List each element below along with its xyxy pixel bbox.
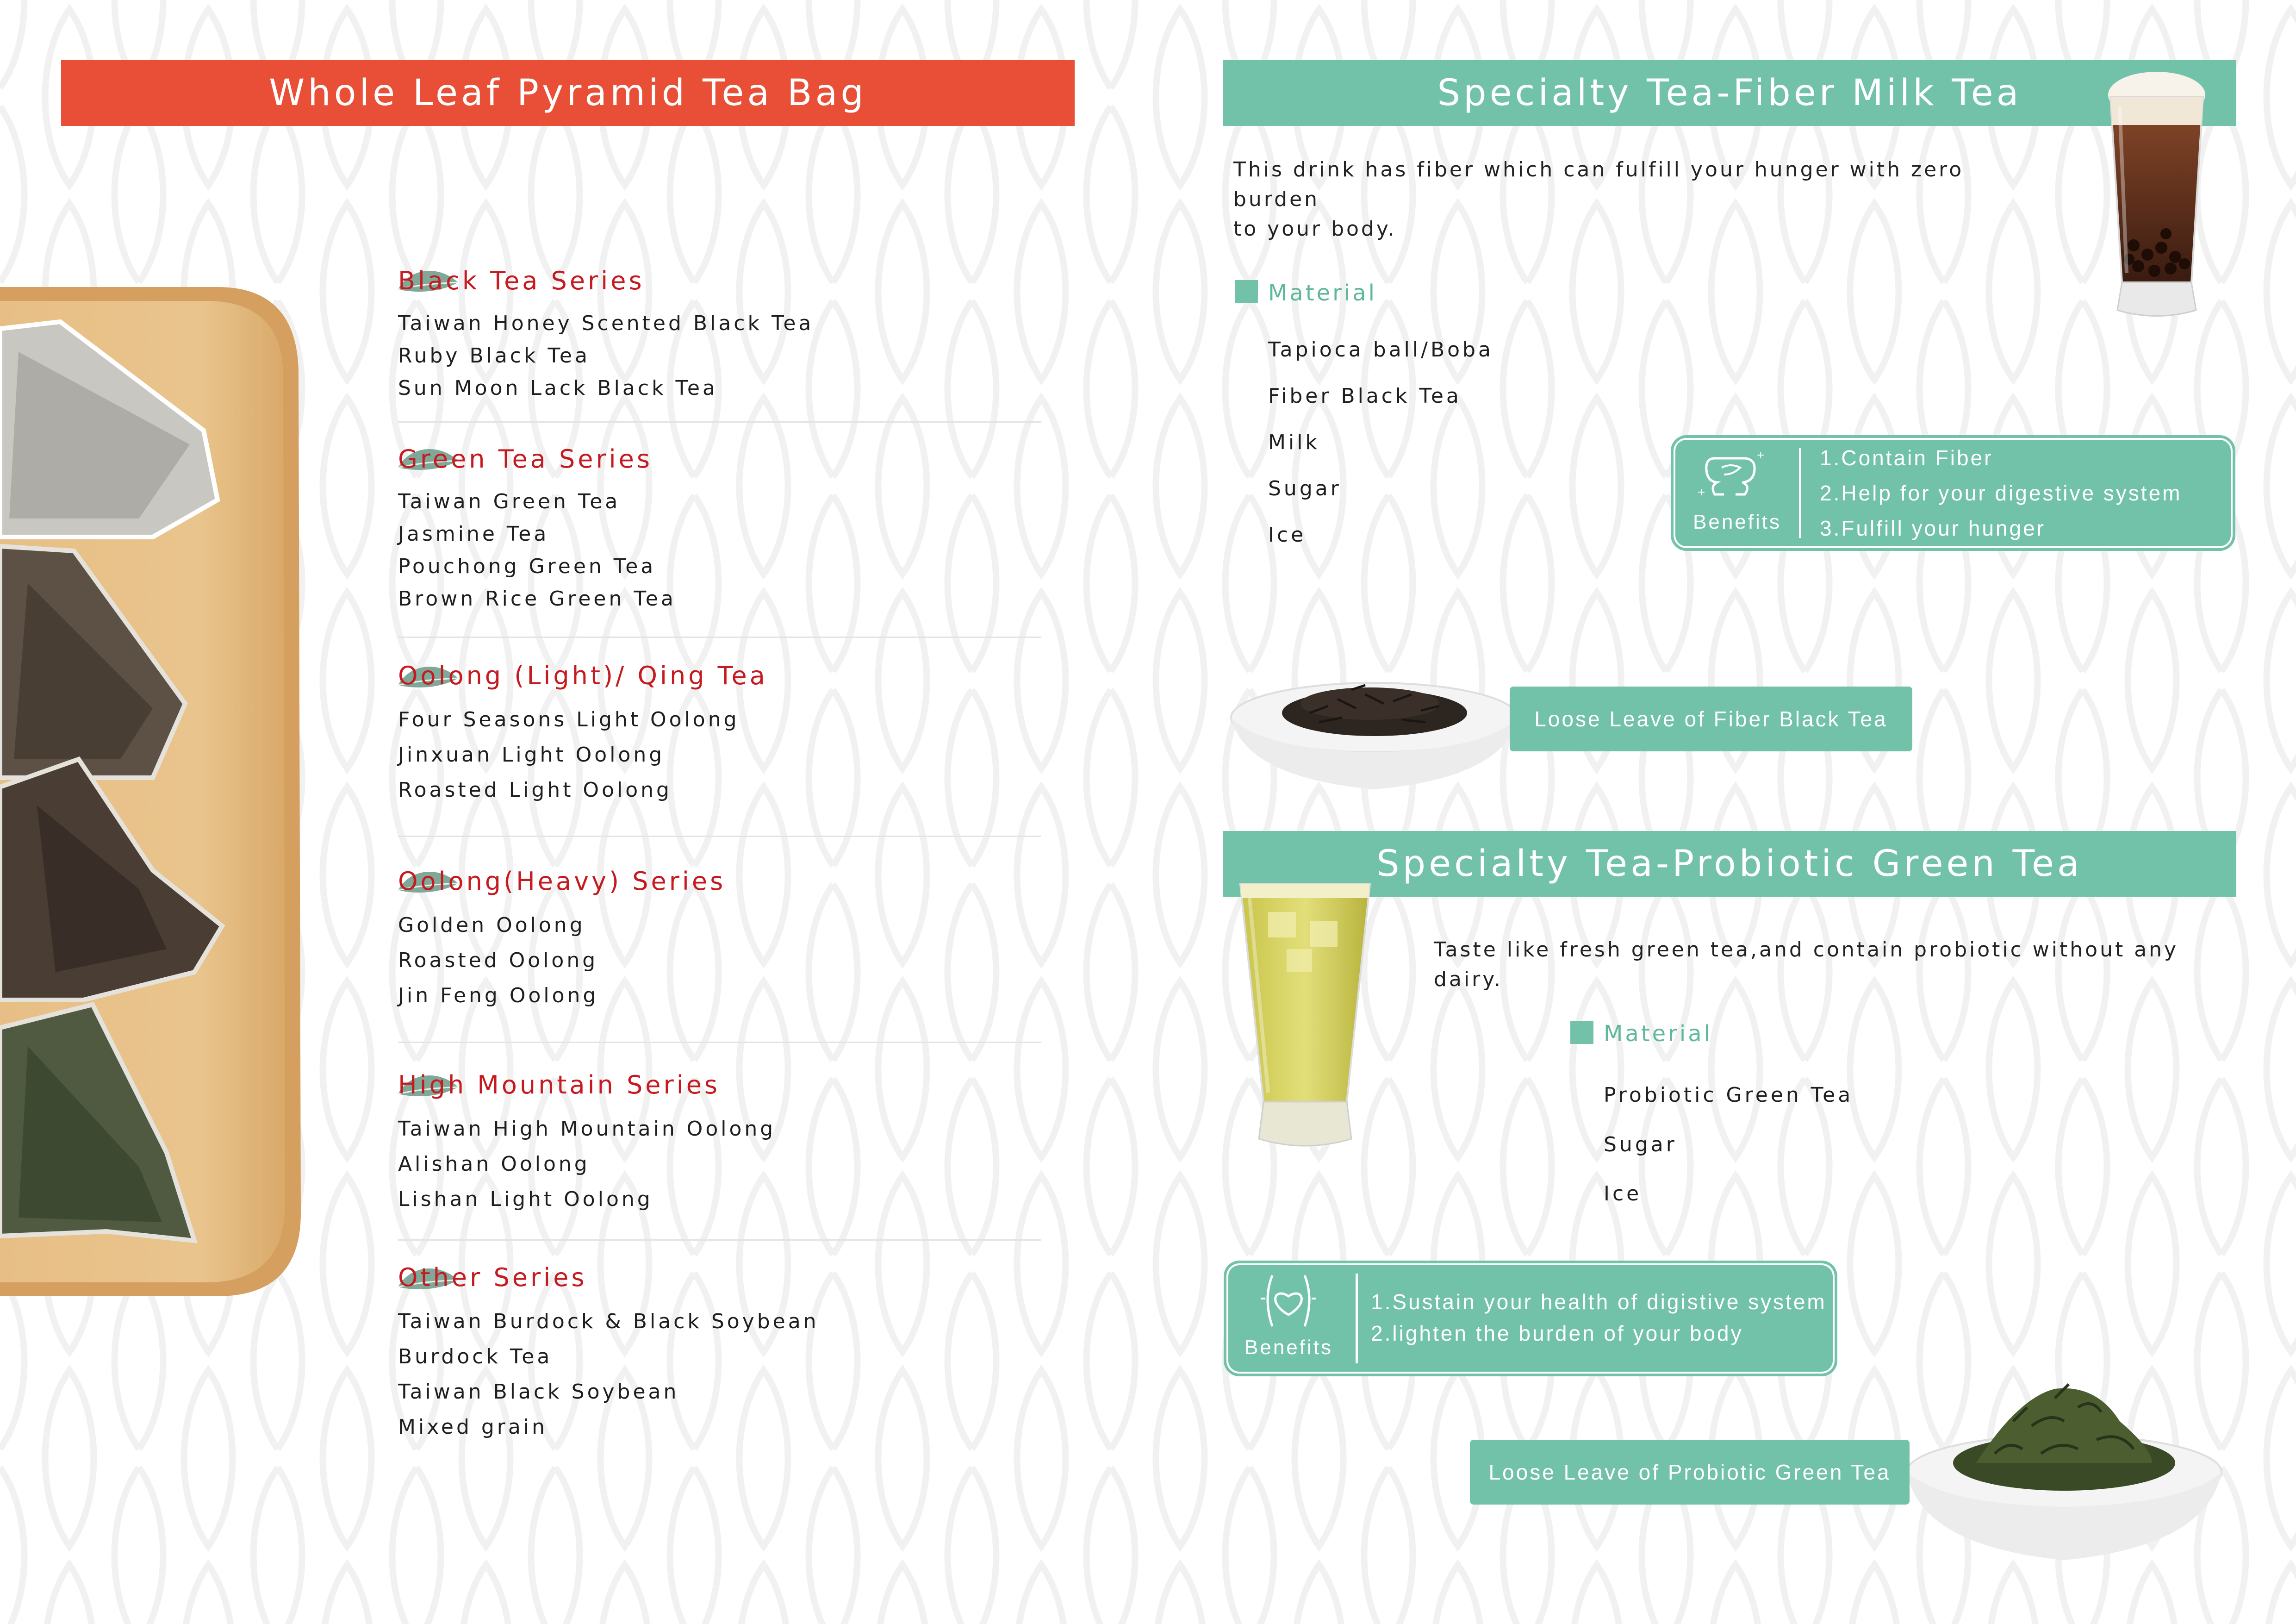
- fiber-description-line: This drink has fiber which can fulfill your hunger with zero burden: [1233, 158, 1964, 211]
- series-item: Lishan Light Oolong: [398, 1187, 653, 1211]
- series-item: Taiwan Black Soybean: [398, 1380, 679, 1404]
- series-item: Burdock Tea: [398, 1345, 553, 1368]
- benefit-line: 1.Sustain your health of digistive system: [1371, 1290, 1827, 1314]
- pyramid-tea-bag-banner: Whole Leaf Pyramid Tea Bag: [61, 60, 1075, 126]
- series-item: Roasted Light Oolong: [398, 778, 672, 802]
- series-black-tea: [398, 266, 1041, 405]
- series-item: Ruby Black Tea: [398, 344, 590, 368]
- square-bullet-icon: [1570, 1021, 1593, 1044]
- series-item: Jin Feng Oolong: [398, 984, 599, 1007]
- fiber-material-item: Fiber Black Tea: [1268, 384, 1462, 408]
- series-green-tea: [398, 444, 1041, 615]
- probiotic-loose-leaf-tag: Loose Leave of Probiotic Green Tea: [1470, 1440, 1910, 1505]
- fiber-material-heading: [1235, 280, 1377, 306]
- benefits-label: Benefits: [1244, 1336, 1333, 1359]
- benefits-separator: [1799, 448, 1801, 538]
- series-item: Taiwan Burdock & Black Soybean: [398, 1310, 819, 1333]
- fiber-milk-tea-glass-photo: [2092, 69, 2221, 333]
- series-title: High Mountain Series: [398, 1070, 721, 1099]
- fiber-description: [1233, 155, 2057, 244]
- series-item: Four Seasons Light Oolong: [398, 708, 740, 731]
- series-item: Sun Moon Lack Black Tea: [398, 376, 718, 400]
- series-item: Jinxuan Light Oolong: [398, 743, 665, 767]
- material-heading-label: Material: [1604, 1021, 1712, 1047]
- series-item: Mixed grain: [398, 1415, 548, 1439]
- fiber-black-tea-leaf-bowl-photo: [1226, 667, 1523, 796]
- probiotic-material-item: Sugar: [1604, 1133, 1677, 1156]
- fiber-material-item: Ice: [1268, 523, 1307, 547]
- fiber-benefits-box: [1671, 435, 2235, 551]
- benefit-line: 2.lighten the burden of your body: [1371, 1321, 1743, 1345]
- material-heading-label: Material: [1268, 280, 1377, 306]
- svg-text:+: +: [1697, 487, 1706, 498]
- tea-bag-tray-photo: [0, 278, 315, 1305]
- intestine-icon: [1696, 449, 1766, 500]
- fiber-milk-tea-banner: Specialty Tea-Fiber Milk Tea: [1223, 60, 2236, 126]
- series-item: Taiwan Honey Scented Black Tea: [398, 312, 814, 335]
- series-title: Green Tea Series: [398, 444, 653, 474]
- series-item: Jasmine Tea: [398, 522, 549, 546]
- fiber-material-item: Sugar: [1268, 477, 1342, 500]
- series-item: Brown Rice Green Tea: [398, 587, 676, 611]
- series-title: Oolong (Light)/ Qing Tea: [398, 661, 768, 690]
- svg-text:+: +: [1756, 450, 1765, 461]
- fiber-material-item: Milk: [1268, 431, 1320, 454]
- fiber-description-line: to your body.: [1233, 217, 1397, 241]
- series-item: Pouchong Green Tea: [398, 555, 656, 578]
- series-title: Oolong(Heavy) Series: [398, 867, 726, 896]
- series-high-mountain: [398, 1070, 1041, 1217]
- probiotic-green-tea-banner: Specialty Tea-Probiotic Green Tea: [1223, 831, 2236, 897]
- fiber-material-item: Tapioca ball/Boba: [1268, 338, 1493, 362]
- series-divider: [398, 637, 1041, 638]
- benefit-line: 1.Contain Fiber: [1820, 446, 1993, 470]
- probiotic-green-tea-leaf-bowl-photo: [1902, 1370, 2226, 1574]
- series-divider: [398, 1042, 1041, 1043]
- probiotic-description: Taste like fresh green tea,and contain probiotic without any dairy.: [1434, 938, 2179, 991]
- benefits-label: Benefits: [1693, 511, 1781, 533]
- series-item: Taiwan High Mountain Oolong: [398, 1117, 776, 1141]
- series-divider: [398, 421, 1041, 423]
- series-title: Other Series: [398, 1263, 587, 1292]
- series-item: Roasted Oolong: [398, 949, 598, 972]
- fiber-loose-leaf-tag: Loose Leave of Fiber Black Tea: [1510, 687, 1912, 751]
- series-divider: [398, 1239, 1041, 1241]
- series-item: Taiwan Green Tea: [398, 490, 621, 513]
- series-other: [398, 1263, 1041, 1445]
- probiotic-benefits-box: [1224, 1261, 1837, 1376]
- probiotic-material-item: Ice: [1604, 1182, 1642, 1206]
- digestive-body-icon: [1258, 1271, 1319, 1331]
- series-oolong-heavy: [398, 867, 1041, 1013]
- series-oolong-light: [398, 661, 1041, 808]
- series-divider: [398, 836, 1041, 837]
- probiotic-green-tea-glass-photo: [1236, 880, 1375, 1157]
- benefits-separator: [1356, 1274, 1358, 1363]
- series-item: Alishan Oolong: [398, 1152, 590, 1176]
- probiotic-material-item: Probiotic Green Tea: [1604, 1083, 1854, 1107]
- series-title: Black Tea Series: [398, 266, 645, 295]
- benefit-line: 2.Help for your digestive system: [1820, 481, 2182, 505]
- series-item: Golden Oolong: [398, 913, 585, 937]
- square-bullet-icon: [1235, 280, 1258, 303]
- benefit-line: 3.Fulfill your hunger: [1820, 516, 2046, 540]
- probiotic-material-heading: [1570, 1021, 1712, 1047]
